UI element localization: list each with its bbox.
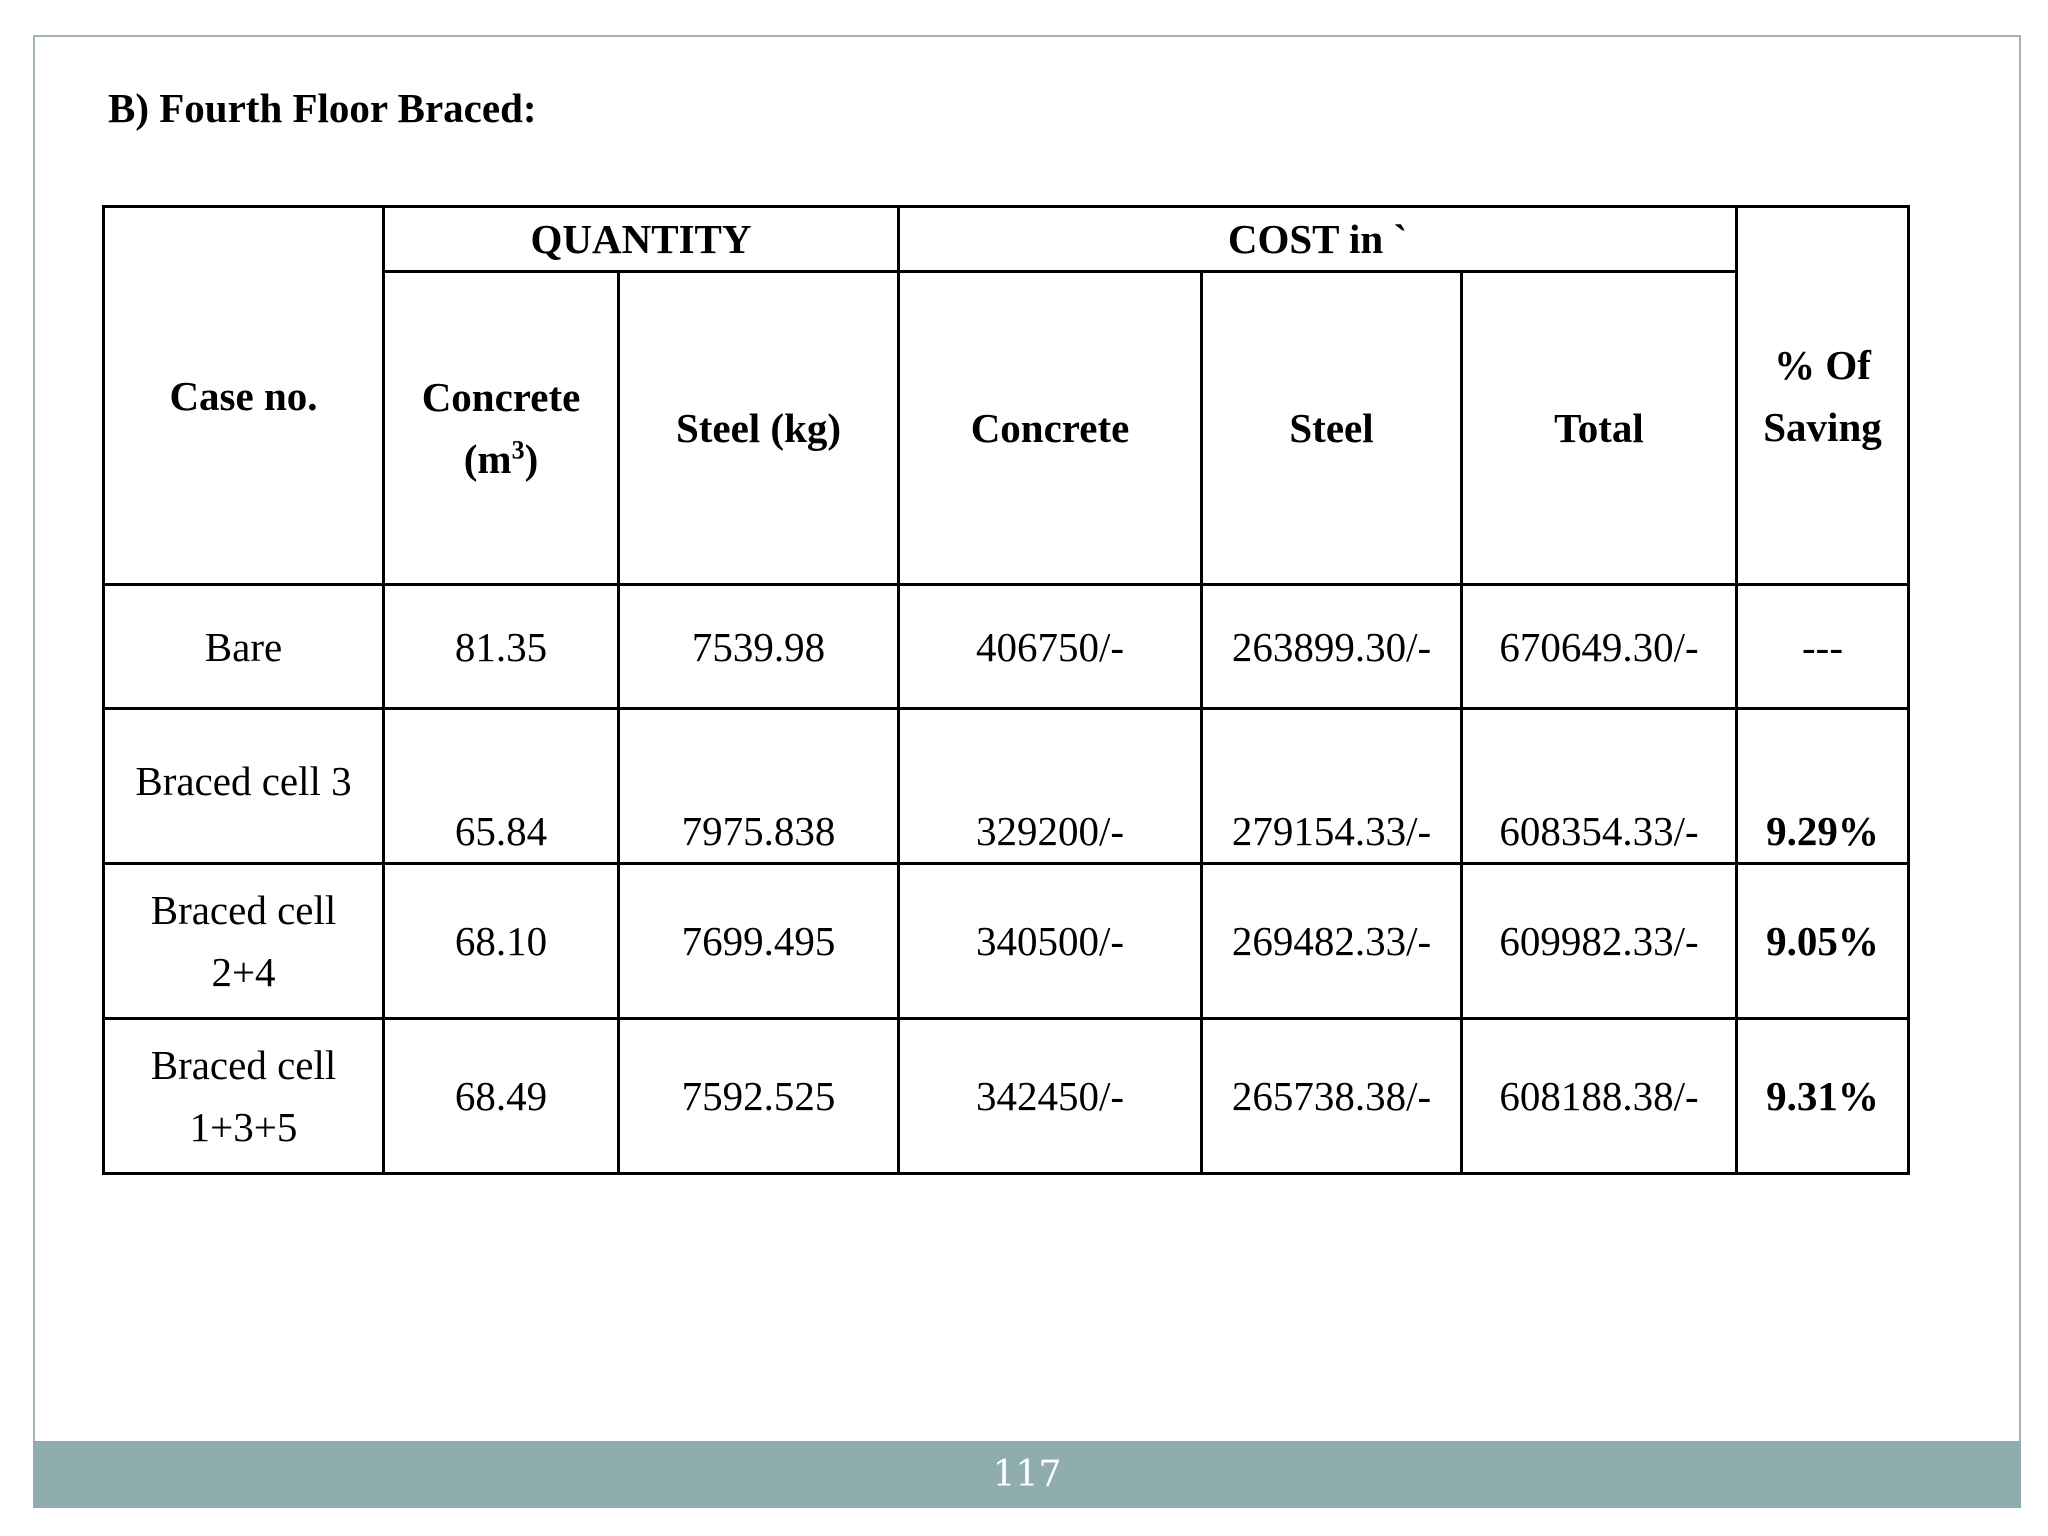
page-number: 117 — [992, 1454, 1062, 1495]
header-case-no: Case no. — [104, 207, 384, 585]
cell-cost-total: 670649.30/- — [1462, 585, 1737, 709]
cell-saving: 9.05% — [1737, 864, 1909, 1019]
header-qty-concrete-unit — [464, 436, 538, 482]
table-row — [104, 709, 1909, 864]
cell-cost-total: 608188.38/- — [1462, 1019, 1737, 1174]
header-qty-steel: Steel (kg) — [619, 272, 899, 585]
cell-case-line2: 2+4 — [211, 949, 276, 995]
cell-case — [104, 709, 384, 864]
cell-cost-concrete: 342450/- — [899, 1019, 1202, 1174]
cell-qty-steel: 7975.838 — [619, 709, 899, 864]
cell-qty-steel: 7539.98 — [619, 585, 899, 709]
cell-cost-total: 609982.33/- — [1462, 864, 1737, 1019]
cell-cost-steel: 279154.33/- — [1202, 709, 1462, 864]
cell-saving: 9.29% — [1737, 709, 1909, 864]
cell-saving: --- — [1737, 585, 1909, 709]
cell-case-line2: 1+3+5 — [189, 1104, 298, 1150]
cell-cost-concrete: 406750/- — [899, 585, 1202, 709]
cell-cost-steel: 265738.38/- — [1202, 1019, 1462, 1174]
cell-qty-concrete: 81.35 — [384, 585, 619, 709]
section-heading: B) Fourth Floor Braced: — [108, 85, 537, 131]
cell-cost-concrete: 340500/- — [899, 864, 1202, 1019]
header-cost: COST in ` — [899, 207, 1737, 272]
cell-case-line1: Braced cell — [150, 1042, 337, 1088]
table-row — [104, 1019, 1909, 1174]
unit-close: ) — [524, 436, 539, 482]
table-row — [104, 864, 1909, 1019]
header-saving-line1: % Of — [1774, 341, 1871, 388]
cell-saving: 9.31% — [1737, 1019, 1909, 1174]
cell-qty-concrete: 68.10 — [384, 864, 619, 1019]
unit-superscript: 3 — [511, 435, 525, 465]
table-row — [104, 585, 1909, 709]
cell-case — [104, 1019, 384, 1174]
header-qty-concrete-label: Concrete — [421, 374, 581, 420]
cell-case: Bare — [104, 585, 384, 709]
header-saving — [1737, 207, 1909, 585]
cell-qty-steel: 7592.525 — [619, 1019, 899, 1174]
cell-cost-total: 608354.33/- — [1462, 709, 1737, 864]
header-cost-steel: Steel — [1202, 272, 1462, 585]
header-cost-concrete: Concrete — [899, 272, 1202, 585]
cell-cost-steel: 269482.33/- — [1202, 864, 1462, 1019]
unit-open: (m — [463, 436, 512, 482]
cell-case-label: Braced cell 3 — [135, 758, 352, 804]
footer-bar — [33, 1441, 2021, 1508]
header-quantity: QUANTITY — [384, 207, 899, 272]
cell-cost-concrete: 329200/- — [899, 709, 1202, 864]
cost-comparison-table — [102, 205, 1910, 1175]
header-row-top — [104, 207, 1909, 272]
cell-cost-steel: 263899.30/- — [1202, 585, 1462, 709]
header-qty-concrete — [384, 272, 619, 585]
header-cost-total: Total — [1462, 272, 1737, 585]
cell-qty-concrete: 65.84 — [384, 709, 619, 864]
header-saving-line2: Saving — [1763, 403, 1882, 450]
cell-case-line1: Braced cell — [150, 887, 337, 933]
cell-case — [104, 864, 384, 1019]
cell-qty-concrete: 68.49 — [384, 1019, 619, 1174]
cell-qty-steel: 7699.495 — [619, 864, 899, 1019]
